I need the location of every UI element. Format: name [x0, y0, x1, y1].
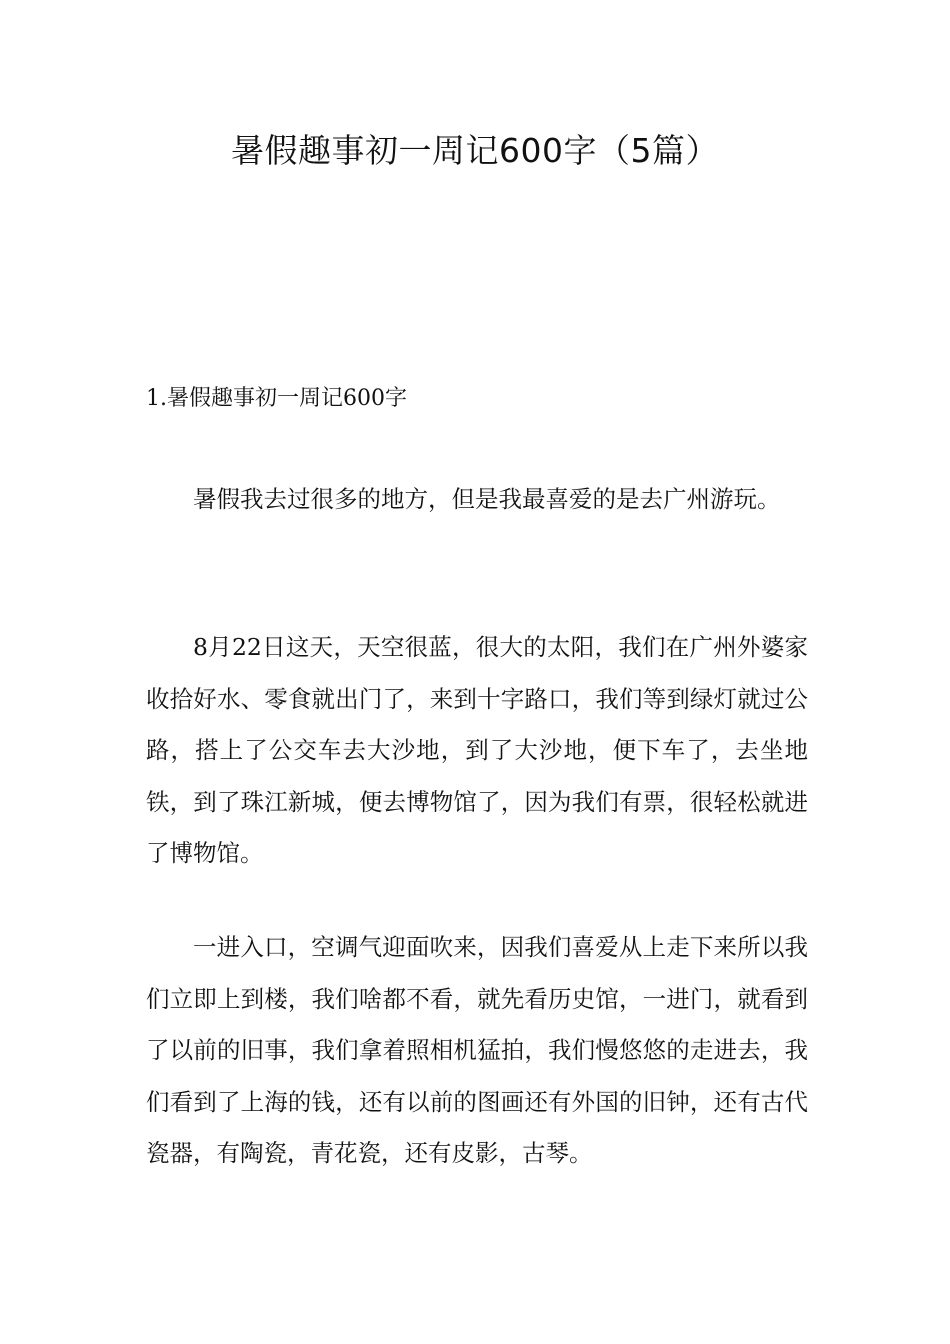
paragraph-1: 暑假我去过很多的地方，但是我最喜爱的是去广州游玩。 [193, 485, 781, 513]
paragraph-3: 一进入口，空调气迎面吹来，因我们喜爱从上走下来所以我们立即上到楼，我们啥都不看，就先看历史馆，一进门，就看到了以前的旧事，我们拿着照相机猛拍，我们慢悠悠的走进去，我们看到了上海的钱，还有以前的图画还有外国的旧钟，还有古代瓷器，有陶瓷，青花瓷，还有皮影，古琴。 [146, 933, 808, 1167]
paragraph-2: 8月22日这天，天空很蓝，很大的太阳，我们在广州外婆家收拾好水、零食就出门了，来到十字路口，我们等到绿灯就过公路，搭上了公交车去大沙地，到了大沙地，便下车了，去坐地铁，到了珠江新城，便去博物馆了，因为我们有票，很轻松就进了博物馆。 [146, 633, 808, 867]
section-heading: 1.暑假趣事初一周记600字 [146, 386, 407, 411]
document-title: 暑假趣事初一周记600字（5篇） [231, 131, 719, 170]
